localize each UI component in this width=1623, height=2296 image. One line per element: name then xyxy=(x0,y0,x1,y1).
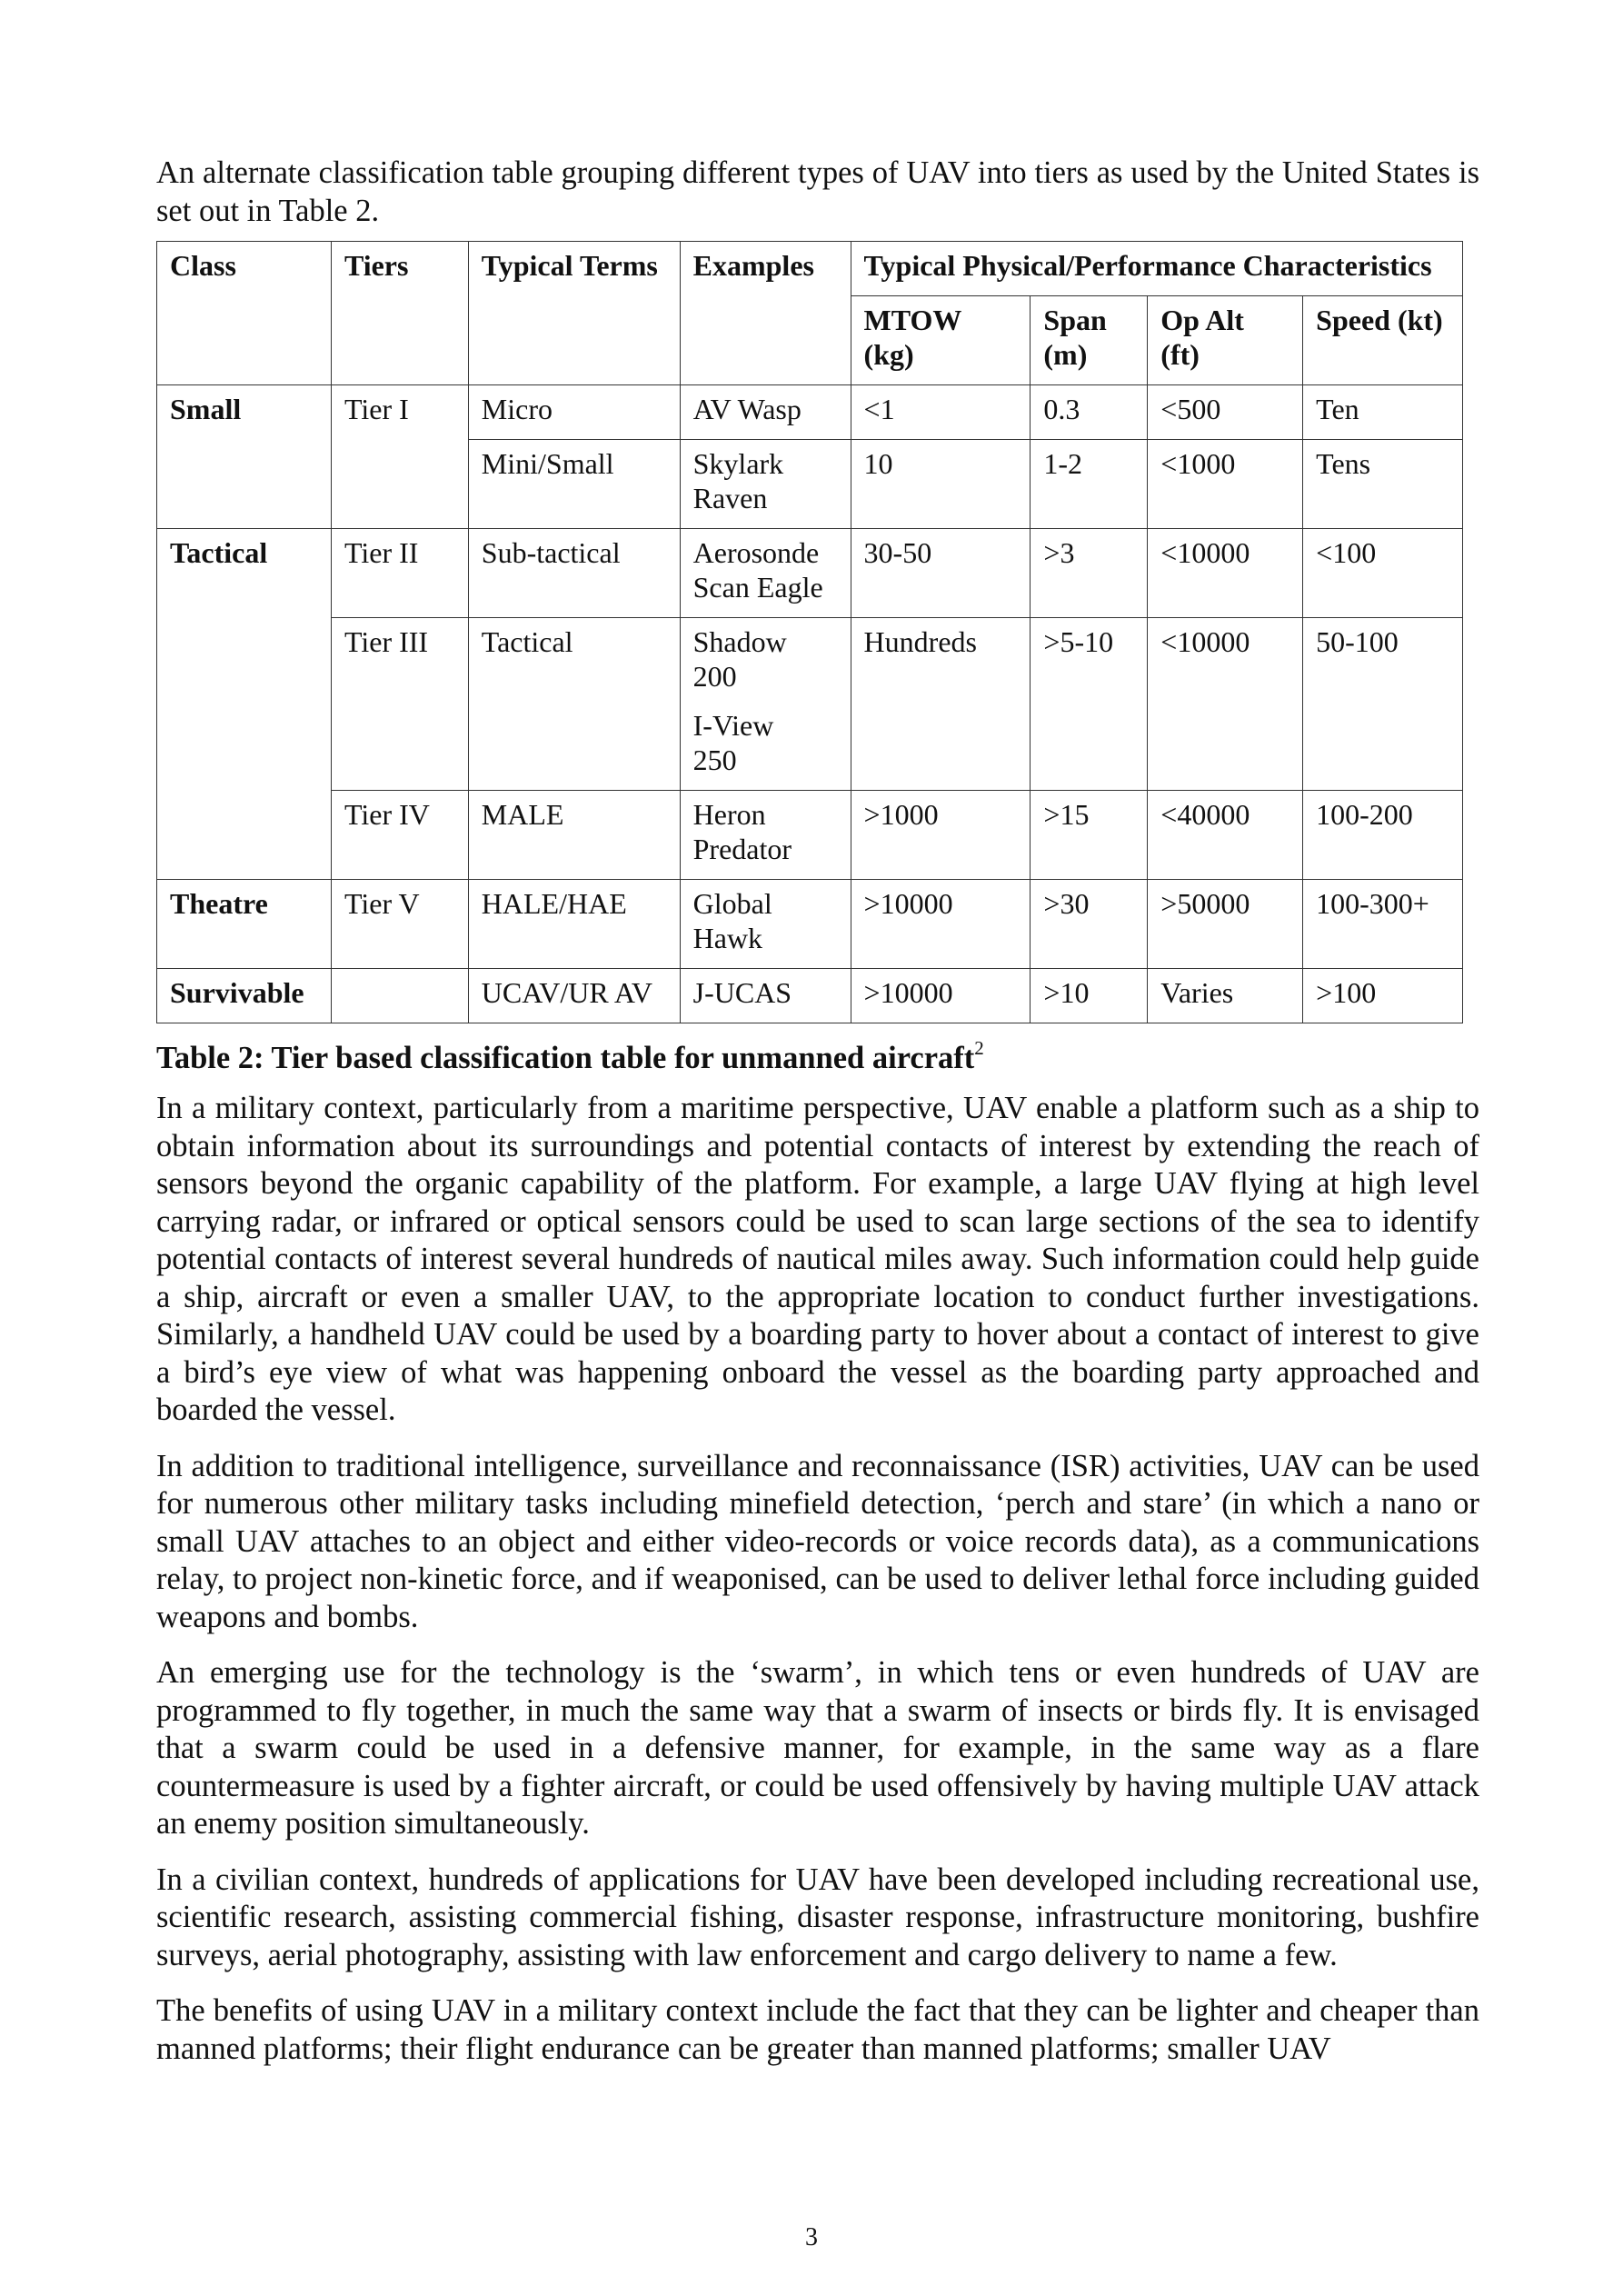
speed-cell: <100 xyxy=(1303,529,1463,618)
example-cell: Skylark Raven xyxy=(680,440,851,529)
op-alt-cell: >50000 xyxy=(1148,880,1303,969)
table-caption-text: Table 2: Tier based classification table for unmanned aircraft xyxy=(156,1041,975,1075)
example-cell xyxy=(680,618,851,791)
tier-cell: Tier V xyxy=(331,880,468,969)
example-cell: J-UCAS xyxy=(680,969,851,1023)
op-alt-cell: Varies xyxy=(1148,969,1303,1023)
tier-cell: Tier IV xyxy=(331,791,468,880)
table-row xyxy=(157,529,1463,618)
body-paragraph: In a civilian context, hundreds of applications for UAV have been developed including recreational use, scientific research, assisting commercial fishing, disaster response, infrastructure monitoring, bushfire surveys, aerial photography, assisting with law enforcement and cargo delivery to name a few. xyxy=(156,1862,1479,1972)
table-header-row xyxy=(157,242,1463,296)
header-op-alt: Op Alt (ft) xyxy=(1148,296,1303,385)
body-paragraph: In a military context, particularly from a maritime perspective, UAV enable a platform such as a ship to obtain information about its surroundings and potential contacts of interest by extending the reach of sensors beyond the organic capability of the platform. For example, a large UAV flying at high level carrying radar, or infrared or optical sensors could be used to scan large sections of the sea to identify potential contacts of interest several hundreds of nautical miles away. Such information could help guide a ship, aircraft or even a smaller UAV, to the appropriate location to conduct further investigations. Similarly, a handheld UAV could be used by a boarding party to hover about a contact of interest to give a bird’s eye view of what was happening onboard the vessel as the boarding party approached and boarded the vessel. xyxy=(156,1091,1479,1427)
term-cell: UCAV/UR AV xyxy=(468,969,680,1023)
header-examples: Examples xyxy=(680,242,851,385)
page-number: 3 xyxy=(805,2223,818,2251)
example-cell: AV Wasp xyxy=(680,385,851,440)
op-alt-cell: <10000 xyxy=(1148,618,1303,791)
table-row xyxy=(157,385,1463,440)
speed-cell: Ten xyxy=(1303,385,1463,440)
tier-cell: Tier III xyxy=(331,618,468,791)
term-cell: MALE xyxy=(468,791,680,880)
table-row xyxy=(157,618,1463,791)
body-paragraph: An emerging use for the technology is the ‘swarm’, in which tens or even hundreds of UAV are programmed to fly together, in much the same way that a swarm of insects or birds fly. It is envisaged that a swarm could be used in a defensive manner, for example, in the same way as a flare countermeasure is used by a fighter aircraft, or could be used offensively by having multiple UAV attack an enemy position simultaneously. xyxy=(156,1655,1479,1841)
span-cell: >5-10 xyxy=(1031,618,1148,791)
class-cell: Theatre xyxy=(157,880,332,969)
table-row xyxy=(157,791,1463,880)
table-row xyxy=(157,969,1463,1023)
tier-classification-table xyxy=(156,241,1463,1023)
header-characteristics: Typical Physical/Performance Characteristics xyxy=(851,242,1462,296)
span-cell: >3 xyxy=(1031,529,1148,618)
class-cell: Survivable xyxy=(157,969,332,1023)
term-cell: HALE/HAE xyxy=(468,880,680,969)
class-cell: Small xyxy=(157,385,332,529)
term-cell: Sub-tactical xyxy=(468,529,680,618)
table-row xyxy=(157,880,1463,969)
mtow-cell: <1 xyxy=(851,385,1031,440)
speed-cell: 50-100 xyxy=(1303,618,1463,791)
class-cell: Tactical xyxy=(157,529,332,880)
example-name-secondary: I-View 250 xyxy=(692,709,774,776)
speed-cell: >100 xyxy=(1303,969,1463,1023)
footnote-reference: 2 xyxy=(974,1037,984,1059)
speed-cell: 100-300+ xyxy=(1303,880,1463,969)
op-alt-cell: <40000 xyxy=(1148,791,1303,880)
term-cell: Tactical xyxy=(468,618,680,791)
span-cell: >30 xyxy=(1031,880,1148,969)
mtow-cell: 30-50 xyxy=(851,529,1031,618)
header-speed: Speed (kt) xyxy=(1303,296,1463,385)
header-typical-terms: Typical Terms xyxy=(468,242,680,385)
header-class: Class xyxy=(157,242,332,385)
tier-cell: Tier II xyxy=(331,529,468,618)
header-span: Span (m) xyxy=(1031,296,1148,385)
mtow-cell: >1000 xyxy=(851,791,1031,880)
op-alt-cell: <1000 xyxy=(1148,440,1303,529)
speed-cell: Tens xyxy=(1303,440,1463,529)
mtow-cell: 10 xyxy=(851,440,1031,529)
op-alt-cell: <10000 xyxy=(1148,529,1303,618)
example-cell: Heron Predator xyxy=(680,791,851,880)
mtow-cell: >10000 xyxy=(851,969,1031,1023)
op-alt-cell: <500 xyxy=(1148,385,1303,440)
tier-cell: Tier I xyxy=(331,385,468,529)
tier-cell xyxy=(331,969,468,1023)
term-cell: Micro xyxy=(468,385,680,440)
example-cell: Aerosonde Scan Eagle xyxy=(680,529,851,618)
table-caption xyxy=(156,1037,1479,1077)
body-paragraph: The benefits of using UAV in a military context include the fact that they can be lighter and cheaper than manned platforms; their flight endurance can be greater than manned platforms; smaller UAV xyxy=(156,1993,1479,2066)
mtow-cell: >10000 xyxy=(851,880,1031,969)
example-cell: Global Hawk xyxy=(680,880,851,969)
speed-cell: 100-200 xyxy=(1303,791,1463,880)
span-cell: >15 xyxy=(1031,791,1148,880)
header-mtow: MTOW (kg) xyxy=(851,296,1031,385)
term-cell: Mini/Small xyxy=(468,440,680,529)
span-cell: 1-2 xyxy=(1031,440,1148,529)
example-name: Shadow 200 xyxy=(692,625,787,693)
mtow-cell: Hundreds xyxy=(851,618,1031,791)
intro-paragraph: An alternate classification table grouping different types of UAV into tiers as used by the United States is set out in Table 2. xyxy=(156,155,1479,228)
body-paragraph: In addition to traditional intelligence, surveillance and reconnaissance (ISR) activities, UAV can be used for numerous other military tasks including minefield detection, ‘perch and stare’ (in which a nano or small UAV attaches to an object and either video-records or voice records data), as a communications relay, to project non-kinetic force, and if weaponised, can be used to deliver lethal force including guided weapons and bombs. xyxy=(156,1448,1479,1634)
span-cell: >10 xyxy=(1031,969,1148,1023)
span-cell: 0.3 xyxy=(1031,385,1148,440)
header-tiers: Tiers xyxy=(331,242,468,385)
document-page xyxy=(156,155,1479,2086)
